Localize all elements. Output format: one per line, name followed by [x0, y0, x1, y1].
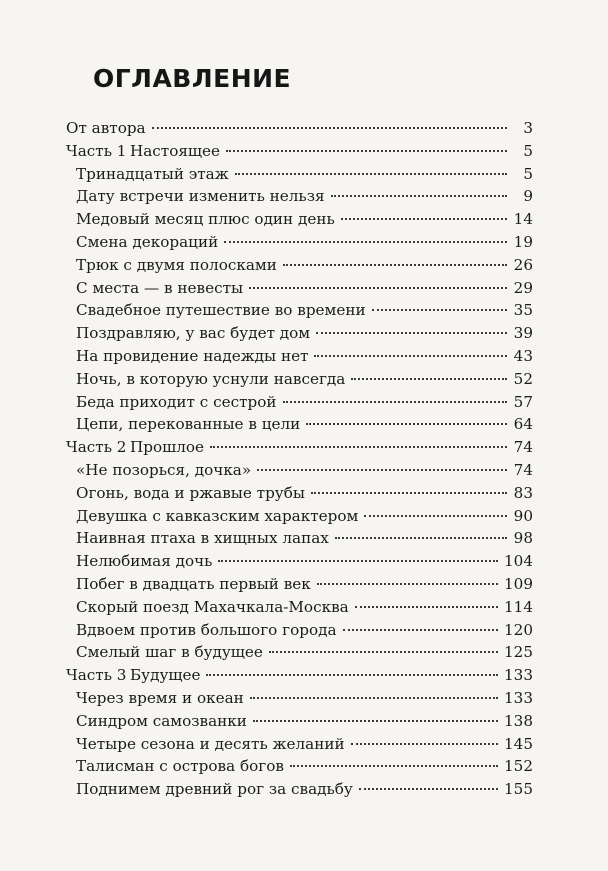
toc-entry-title: Смена декораций: [76, 232, 219, 251]
dot-leader: [253, 720, 498, 722]
toc-entry-title: Талисман с острова богов: [76, 757, 284, 776]
toc-page-number: 39: [513, 324, 533, 343]
dot-leader: [290, 765, 498, 767]
toc-page-number: 3: [523, 119, 533, 137]
dot-leader: [249, 287, 507, 289]
toc-entry-title: Поднимем древний рог за свадьбу: [76, 780, 353, 799]
dot-leader: [341, 218, 507, 220]
dot-leader: [257, 469, 507, 471]
toc-page-number: 90: [513, 506, 533, 525]
dot-leader: [343, 629, 499, 631]
toc-entry-row: [66, 413, 533, 436]
toc-page-number: 155: [504, 780, 533, 799]
toc-page-number: 138: [504, 711, 533, 730]
dot-leader: [364, 515, 507, 517]
toc-page-number: 52: [513, 369, 533, 388]
dot-leader: [269, 651, 498, 653]
toc-entry-title: [66, 140, 220, 163]
toc-part-number: Часть 2: [66, 438, 127, 457]
toc-entry-row: [66, 299, 533, 322]
toc-part-title: Будущее: [130, 666, 201, 685]
toc-entry-row: [66, 185, 533, 208]
toc-part-row: [66, 436, 533, 459]
toc-page-number: 125: [504, 643, 533, 662]
toc-entry-row: [66, 527, 533, 550]
toc-entry-title: Цепи, перекованные в цели: [76, 415, 301, 434]
toc-entry-title: Синдром самозванки: [76, 711, 247, 730]
dot-leader: [250, 697, 498, 699]
toc-entry-row: [66, 163, 533, 186]
toc-page-number: 109: [504, 574, 533, 593]
toc-entry-title: Через время и океан: [76, 688, 244, 707]
toc-page-number: 145: [504, 734, 533, 753]
toc-entry-title: Побег в двадцать первый век: [76, 574, 311, 593]
toc-page-number: 14: [513, 210, 533, 229]
toc-entry-row: [66, 505, 533, 528]
dot-leader: [218, 560, 498, 562]
toc-page-number: 5: [523, 141, 533, 160]
toc-entry-title: Тринадцатый этаж: [76, 164, 229, 183]
toc-entry-title: Вдвоем против большого города: [76, 620, 337, 639]
toc-part-row: [66, 664, 533, 687]
toc-entry-row: [66, 550, 533, 573]
toc-entry-title: Девушка с кавказским характером: [76, 506, 359, 525]
dot-leader: [314, 355, 507, 357]
toc-entry-row: [66, 231, 533, 254]
page-title: ОГЛАВЛЕНИЕ: [93, 64, 292, 93]
toc-entry-row: [66, 778, 533, 801]
toc-entry-row: [66, 117, 533, 140]
toc-page-number: 9: [523, 187, 533, 206]
toc-entry-row: [66, 208, 533, 231]
dot-leader: [335, 537, 507, 539]
toc-part-row: [66, 140, 533, 163]
toc-entry-title: Наивная птаха в хищных лапах: [76, 529, 329, 548]
toc-page-number: 133: [504, 666, 533, 685]
toc-page-number: 120: [504, 620, 533, 639]
toc-entry-row: [66, 573, 533, 596]
toc-page-number: 74: [513, 460, 533, 479]
toc-page-number: 74: [513, 438, 533, 457]
toc-entry-row: [66, 459, 533, 482]
toc-page-number: 83: [513, 483, 533, 502]
dot-leader: [359, 788, 498, 790]
toc-entry-row: [66, 596, 533, 619]
dot-leader: [311, 492, 507, 494]
dot-leader: [351, 743, 498, 745]
dot-leader: [316, 332, 507, 334]
dot-leader: [283, 264, 507, 266]
toc-page-number: 5: [523, 164, 533, 183]
table-of-contents: [66, 117, 533, 801]
toc-page-number: 29: [513, 278, 533, 297]
toc-entry-title: [66, 436, 204, 459]
toc-entry-row: [66, 277, 533, 300]
toc-entry-title: Нелюбимая дочь: [76, 552, 213, 571]
toc-part-number: Часть 3: [66, 666, 127, 685]
dot-leader: [210, 446, 507, 448]
toc-entry-title: Поздравляю, у вас будет дом: [76, 324, 311, 343]
toc-page-number: 133: [504, 688, 533, 707]
toc-entry-title: От автора: [66, 119, 146, 137]
dot-leader: [306, 423, 507, 425]
toc-entry-row: [66, 322, 533, 345]
toc-part-number: Часть 1: [66, 141, 127, 160]
toc-page-number: 98: [513, 529, 533, 548]
toc-entry-row: [66, 619, 533, 642]
toc-page-number: 57: [513, 392, 533, 411]
toc-entry-title: Четыре сезона и десять желаний: [76, 734, 345, 753]
toc-entry-title: Ночь, в которую уснули навсегда: [76, 369, 346, 388]
toc-entry-row: [66, 254, 533, 277]
toc-entry-title: Дату встречи изменить нельзя: [76, 187, 325, 206]
toc-entry-title: На провидение надежды нет: [76, 346, 309, 365]
toc-entry-title: Медовый месяц плюс один день: [76, 210, 335, 229]
dot-leader: [235, 173, 507, 175]
toc-page-number: 64: [513, 415, 533, 434]
toc-page-number: 152: [504, 757, 533, 776]
toc-page-number: 19: [513, 232, 533, 251]
dot-leader: [372, 309, 507, 311]
dot-leader: [224, 241, 507, 243]
dot-leader: [226, 150, 507, 152]
toc-entry-row: [66, 755, 533, 778]
dot-leader: [317, 583, 498, 585]
toc-entry-title: Свадебное путешествие во времени: [76, 301, 366, 320]
dot-leader: [152, 127, 507, 129]
toc-part-title: Настоящее: [130, 141, 221, 160]
toc-entry-title: Трюк с двумя полосками: [76, 255, 277, 274]
toc-entry-row: [66, 710, 533, 733]
toc-page-number: 43: [513, 346, 533, 365]
toc-part-title: Прошлое: [130, 438, 205, 457]
dot-leader: [355, 606, 498, 608]
toc-entry-title: «Не позорься, дочка»: [76, 460, 252, 479]
toc-entry-title: [66, 664, 200, 687]
toc-page-number: 26: [513, 255, 533, 274]
toc-entry-title: Скорый поезд Махачкала-Москва: [76, 597, 349, 616]
toc-entry-row: [66, 391, 533, 414]
toc-entry-row: [66, 687, 533, 710]
toc-entry-row: [66, 733, 533, 756]
toc-entry-row: [66, 345, 533, 368]
toc-entry-title: Смелый шаг в будущее: [76, 643, 263, 662]
dot-leader: [351, 378, 507, 380]
toc-page-number: 104: [504, 552, 533, 571]
toc-entry-title: Беда приходит с сестрой: [76, 392, 277, 411]
toc-entry-title: С места — в невесты: [76, 278, 244, 297]
toc-page-number: 114: [504, 597, 533, 616]
dot-leader: [206, 674, 498, 676]
dot-leader: [331, 195, 507, 197]
dot-leader: [283, 401, 508, 403]
toc-entry-row: [66, 482, 533, 505]
toc-page-number: 35: [513, 301, 533, 320]
toc-entry-title: Огонь, вода и ржавые трубы: [76, 483, 305, 502]
toc-entry-row: [66, 641, 533, 664]
toc-entry-row: [66, 368, 533, 391]
